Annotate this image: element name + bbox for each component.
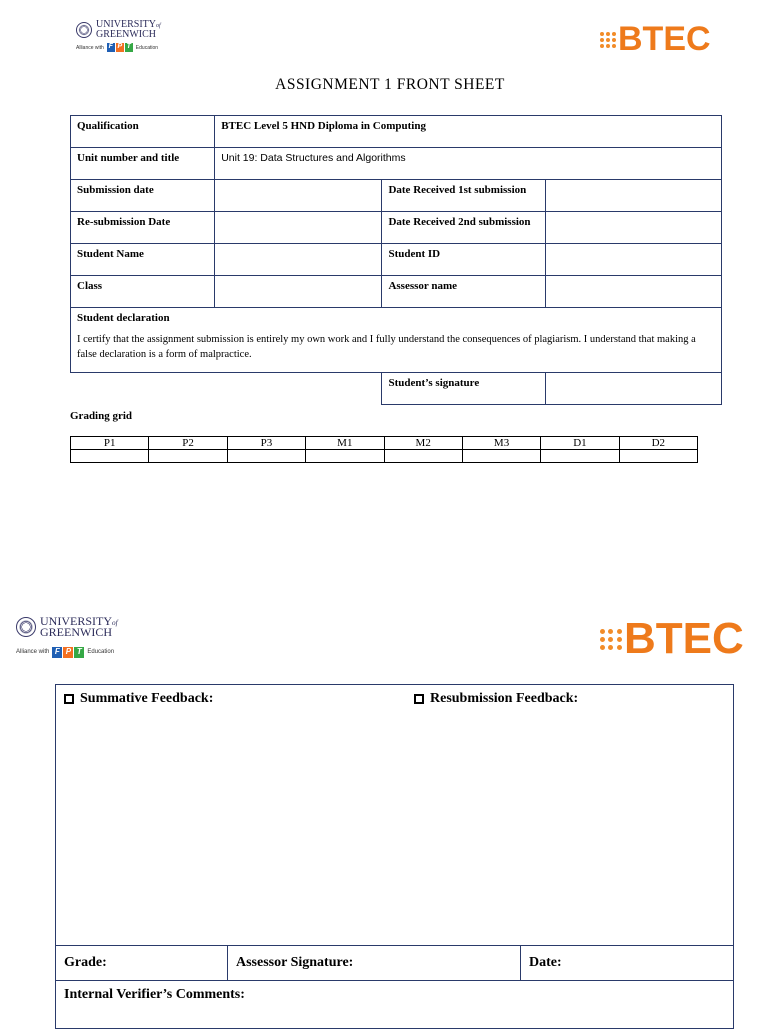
page-title: ASSIGNMENT 1 FRONT SHEET <box>275 76 505 93</box>
grade-cell[interactable] <box>619 450 697 463</box>
unit-value: Unit 19: Data Structures and Algorithms <box>215 148 722 180</box>
resubmission-feedback-label: Resubmission Feedback: <box>430 691 579 706</box>
grade-header: P3 <box>227 437 305 450</box>
university-name-line2: GREENWICH <box>40 625 112 640</box>
university-name-line1: UNIVERSITY <box>40 614 112 628</box>
grade-cell[interactable] <box>462 450 540 463</box>
fpt-letter: F <box>52 647 62 658</box>
feedback-box <box>55 684 734 1029</box>
grade-header: D2 <box>619 437 697 450</box>
student-name-label: Student Name <box>71 244 215 276</box>
assessor-signature-label: Assessor Signature: <box>236 955 354 970</box>
grade-cell[interactable] <box>149 450 227 463</box>
checkbox-icon[interactable] <box>64 694 74 704</box>
grade-header: M1 <box>306 437 384 450</box>
internal-verifier-label: Internal Verifier’s Comments: <box>64 987 245 1002</box>
checkbox-icon[interactable] <box>414 694 424 704</box>
fpt-letter: T <box>126 43 131 51</box>
qualification-value: BTEC Level 5 HND Diploma in Computing <box>215 116 722 148</box>
declaration-text: I certify that the assignment submission is entirely my own work and I fully understand the consequences of plagiarism. I understand that making a false declaration is a form of malpractice. <box>77 334 696 360</box>
grade-header: M2 <box>384 437 462 450</box>
grading-value-row <box>71 450 698 463</box>
education-text: Education <box>135 44 159 51</box>
grading-grid-label: Grading grid <box>70 410 133 422</box>
grade-header: D1 <box>541 437 619 450</box>
crest-icon <box>76 22 92 38</box>
grade-header: P2 <box>149 437 227 450</box>
grade-signature-row <box>56 945 733 981</box>
empty-cell <box>71 373 382 405</box>
assessor-signature-cell[interactable] <box>227 946 520 980</box>
alliance-text: Alliance with <box>76 44 104 51</box>
dots-icon <box>600 629 622 650</box>
btec-text: BTEC <box>624 614 744 663</box>
student-id-label: Student ID <box>382 244 545 276</box>
submission-date-field[interactable] <box>215 180 382 212</box>
fpt-logo <box>107 43 133 52</box>
crest-icon <box>16 617 36 637</box>
date-received-1-label: Date Received 1st submission <box>382 180 545 212</box>
class-label: Class <box>71 276 215 308</box>
qualification-label: Qualification <box>71 116 215 148</box>
grade-cell[interactable] <box>306 450 384 463</box>
university-name-line1: UNIVERSITY <box>96 19 156 30</box>
resubmission-feedback-header <box>414 691 578 707</box>
student-name-field[interactable] <box>215 244 382 276</box>
grade-cell[interactable] <box>71 450 149 463</box>
dots-icon <box>600 32 616 48</box>
btec-logo <box>600 614 744 664</box>
grading-header-row <box>71 437 698 450</box>
assessor-name-field[interactable] <box>545 276 721 308</box>
class-field[interactable] <box>215 276 382 308</box>
resubmission-date-label: Re-submission Date <box>71 212 215 244</box>
signature-label: Student’s signature <box>382 373 545 405</box>
university-of: of <box>112 619 118 627</box>
university-of: of <box>156 23 161 29</box>
fpt-letter: P <box>63 647 73 658</box>
university-logo <box>76 20 161 52</box>
fpt-letter: F <box>108 43 113 51</box>
alliance-text: Alliance with <box>16 649 50 656</box>
grade-label: Grade: <box>64 955 107 970</box>
summative-feedback-label: Summative Feedback: <box>80 691 214 706</box>
date-received-2-field[interactable] <box>545 212 721 244</box>
submission-date-label: Submission date <box>71 180 215 212</box>
front-sheet-table <box>70 115 722 405</box>
date-received-1-field[interactable] <box>545 180 721 212</box>
alliance-fpt <box>76 43 161 52</box>
grade-header: P1 <box>71 437 149 450</box>
student-id-field[interactable] <box>545 244 721 276</box>
unit-label: Unit number and title <box>71 148 215 180</box>
date-label: Date: <box>529 955 562 970</box>
grade-cell[interactable] <box>541 450 619 463</box>
grade-cell[interactable] <box>384 450 462 463</box>
declaration-cell <box>71 308 722 373</box>
date-cell[interactable] <box>520 946 733 980</box>
summative-feedback-header <box>64 691 213 707</box>
assessor-name-label: Assessor name <box>382 276 545 308</box>
grade-cell[interactable] <box>227 450 305 463</box>
fpt-logo <box>52 647 84 658</box>
alliance-fpt <box>16 647 118 658</box>
resubmission-date-field[interactable] <box>215 212 382 244</box>
university-name-line2: GREENWICH <box>96 28 156 40</box>
grade-cell[interactable] <box>56 946 227 980</box>
btec-text: BTEC <box>618 20 711 58</box>
university-logo <box>16 616 118 658</box>
fpt-letter: T <box>74 647 84 658</box>
signature-field[interactable] <box>545 373 721 405</box>
date-received-2-label: Date Received 2nd submission <box>382 212 545 244</box>
btec-logo <box>600 20 711 59</box>
fpt-letter: P <box>117 43 123 51</box>
education-text: Education <box>87 649 115 656</box>
grading-grid <box>70 436 698 463</box>
declaration-title: Student declaration <box>77 312 170 324</box>
grade-header: M3 <box>462 437 540 450</box>
